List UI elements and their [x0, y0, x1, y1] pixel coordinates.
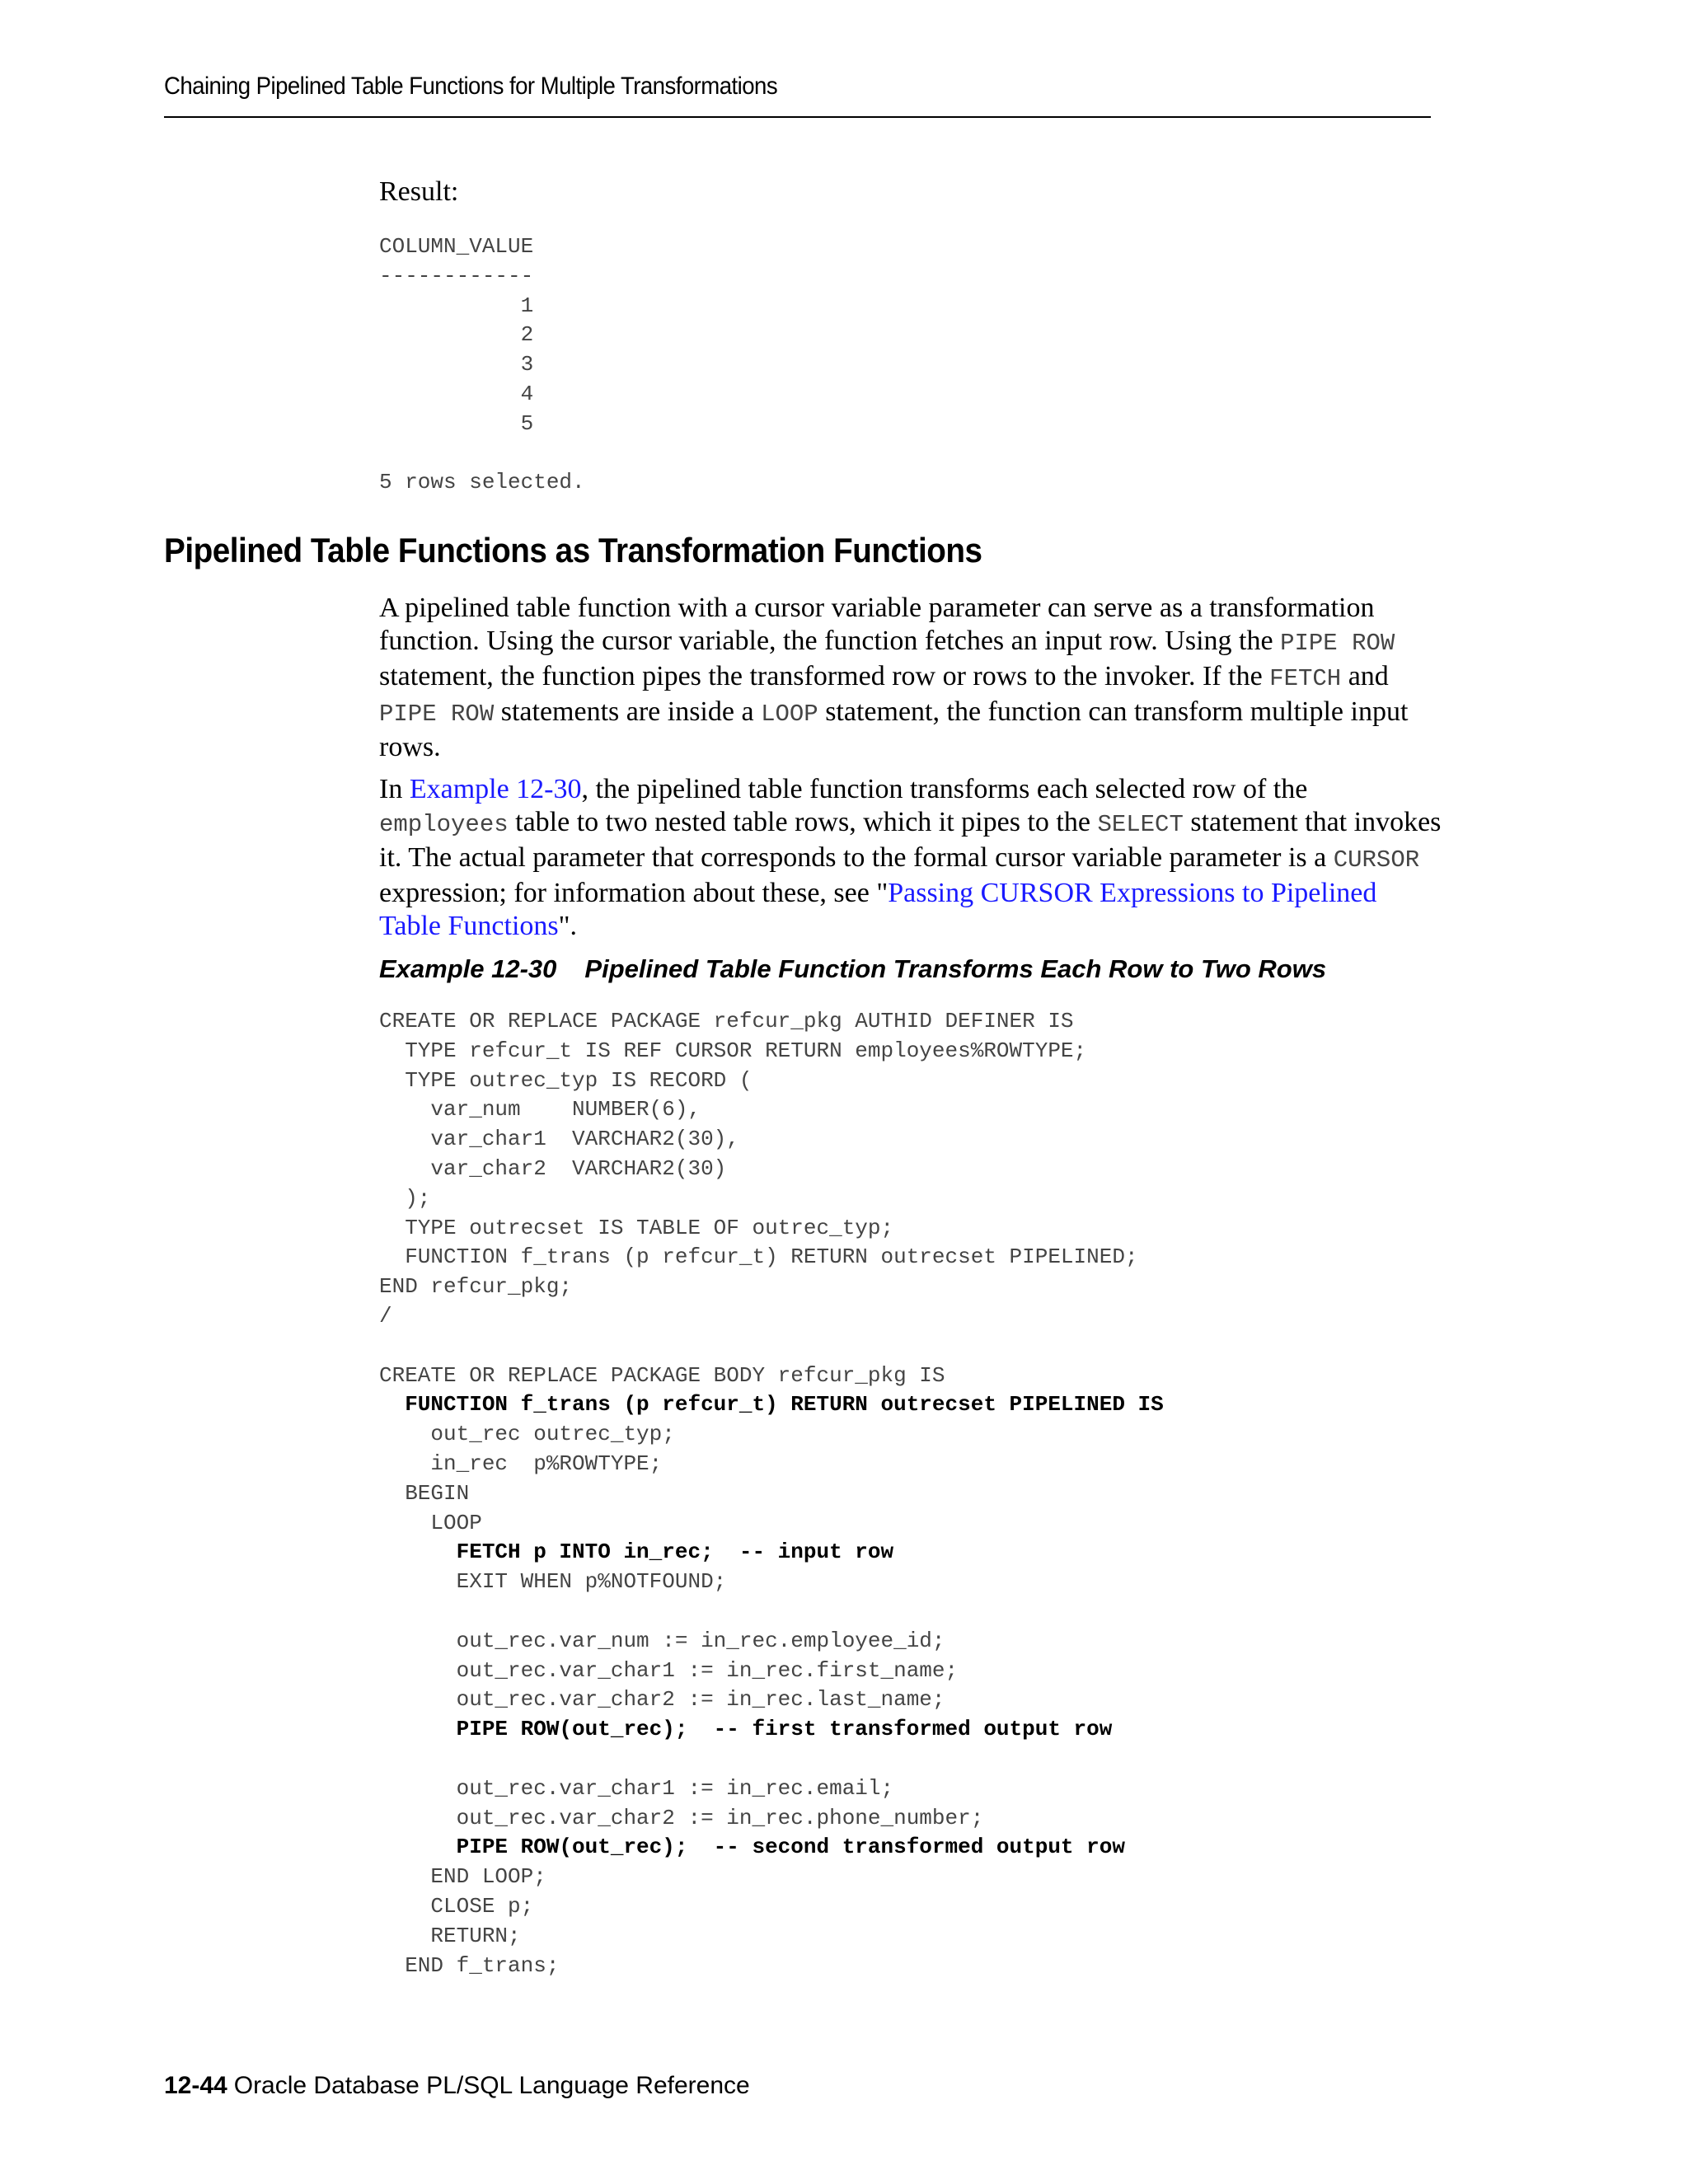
- code-line: TYPE outrec_typ IS RECORD (: [379, 1067, 753, 1093]
- paragraph-intro: [379, 592, 1442, 764]
- code-line: BEGIN: [379, 1480, 470, 1506]
- result-line: COLUMN_VALUE: [379, 234, 534, 259]
- paragraph-text: ".: [558, 911, 578, 941]
- result-line: 3: [379, 352, 534, 377]
- example-title: [379, 954, 1326, 984]
- example-caption: Pipelined Table Function Transforms Each Row to Two Rows: [584, 954, 1327, 983]
- section-heading: Pipelined Table Functions as Transformation Functions: [164, 531, 982, 569]
- code-line: RETURN;: [379, 1923, 521, 1948]
- inline-code: PIPE ROW: [379, 701, 495, 728]
- code-line: LOOP: [379, 1510, 482, 1535]
- result-line: ------------: [379, 263, 534, 288]
- page-footer: [164, 2072, 750, 2100]
- paragraph-text: and: [1341, 661, 1389, 691]
- code-line: PIPE ROW(out_rec); -- first transformed output row: [379, 1717, 1113, 1742]
- result-label: Result:: [379, 176, 459, 207]
- cursor-expressions-link[interactable]: Passing CURSOR Expressions to Pipelined Table Functions: [379, 878, 1377, 941]
- paragraph-text: statement, the function can transform multiple input rows.: [379, 696, 1409, 762]
- header-rule: [164, 116, 1431, 118]
- code-line: FETCH p INTO in_rec; -- input row: [379, 1540, 894, 1565]
- result-line: 2: [379, 322, 534, 348]
- paragraph-text: , the pipelined table function transforms each selected row of the: [581, 774, 1308, 804]
- code-line: in_rec p%ROWTYPE;: [379, 1451, 663, 1476]
- code-line: EXIT WHEN p%NOTFOUND;: [379, 1569, 727, 1595]
- paragraph-text: In: [379, 774, 410, 804]
- paragraph-text: table to two nested table rows, which it pipes to the: [508, 807, 1098, 837]
- running-header: Chaining Pipelined Table Functions for Multiple Transformations: [164, 73, 778, 100]
- paragraph-text: statements are inside a: [494, 696, 762, 727]
- code-line: out_rec.var_char1 := in_rec.email;: [379, 1775, 894, 1801]
- code-line: );: [379, 1185, 431, 1211]
- inline-code: employees: [379, 811, 509, 838]
- code-line: TYPE refcur_t IS REF CURSOR RETURN employees%ROWTYPE;: [379, 1038, 1087, 1063]
- code-line: FUNCTION f_trans (p refcur_t) RETURN outrecset PIPELINED;: [379, 1244, 1138, 1270]
- result-line: 5: [379, 410, 534, 436]
- code-line: END LOOP;: [379, 1864, 546, 1890]
- inline-code: CURSOR: [1333, 846, 1420, 874]
- book-title: Oracle Database PL/SQL Language Reference: [233, 2072, 750, 2099]
- inline-code: PIPE ROW: [1280, 630, 1395, 657]
- code-line: out_rec.var_char2 := in_rec.last_name;: [379, 1687, 945, 1713]
- paragraph-text: expression; for information about these, see ": [379, 878, 889, 908]
- example-number: Example 12-30: [379, 954, 557, 983]
- code-line: END f_trans;: [379, 1952, 560, 1978]
- page-number: 12-44: [164, 2072, 227, 2099]
- code-line: var_char2 VARCHAR2(30): [379, 1155, 727, 1181]
- code-line: out_rec.var_char2 := in_rec.phone_number;: [379, 1805, 984, 1830]
- code-line: CLOSE p;: [379, 1893, 534, 1919]
- paragraph-text: A pipelined table function with a cursor variable parameter can serve as a transformation function. Using the cursor variable, the function fetches an input row. Using the: [379, 593, 1375, 656]
- paragraph-text: statement that invokes it. The actual parameter that corresponds to the formal cursor variable parameter is a: [379, 807, 1442, 873]
- result-output: [379, 232, 585, 498]
- paragraph-text: statement, the function pipes the transformed row or rows to the invoker. If the: [379, 661, 1270, 691]
- code-line: /: [379, 1303, 392, 1329]
- code-line: TYPE outrecset IS TABLE OF outrec_typ;: [379, 1215, 894, 1240]
- example-link[interactable]: Example 12-30: [409, 774, 582, 804]
- code-line: CREATE OR REPLACE PACKAGE refcur_pkg AUTHID DEFINER IS: [379, 1009, 1074, 1033]
- code-line: out_rec.var_num := in_rec.employee_id;: [379, 1628, 945, 1653]
- result-line: 5 rows selected.: [379, 470, 585, 495]
- example-code-block: [379, 1007, 1164, 1980]
- inline-code: FETCH: [1269, 665, 1342, 692]
- result-line: 1: [379, 293, 534, 318]
- code-line: out_rec.var_char1 := in_rec.first_name;: [379, 1657, 959, 1683]
- code-line: FUNCTION f_trans (p refcur_t) RETURN outrecset PIPELINED IS: [379, 1392, 1164, 1418]
- code-line: var_num NUMBER(6),: [379, 1097, 701, 1122]
- code-line: CREATE OR REPLACE PACKAGE BODY refcur_pkg IS: [379, 1362, 945, 1388]
- code-line: var_char1 VARCHAR2(30),: [379, 1127, 739, 1152]
- result-line: 4: [379, 381, 534, 406]
- paragraph-example-ref: [379, 773, 1442, 943]
- inline-code: SELECT: [1097, 811, 1184, 838]
- code-line: PIPE ROW(out_rec); -- second transformed output row: [379, 1835, 1125, 1860]
- code-line: END refcur_pkg;: [379, 1274, 573, 1300]
- inline-code: LOOP: [761, 701, 818, 728]
- code-line: out_rec outrec_typ;: [379, 1422, 675, 1447]
